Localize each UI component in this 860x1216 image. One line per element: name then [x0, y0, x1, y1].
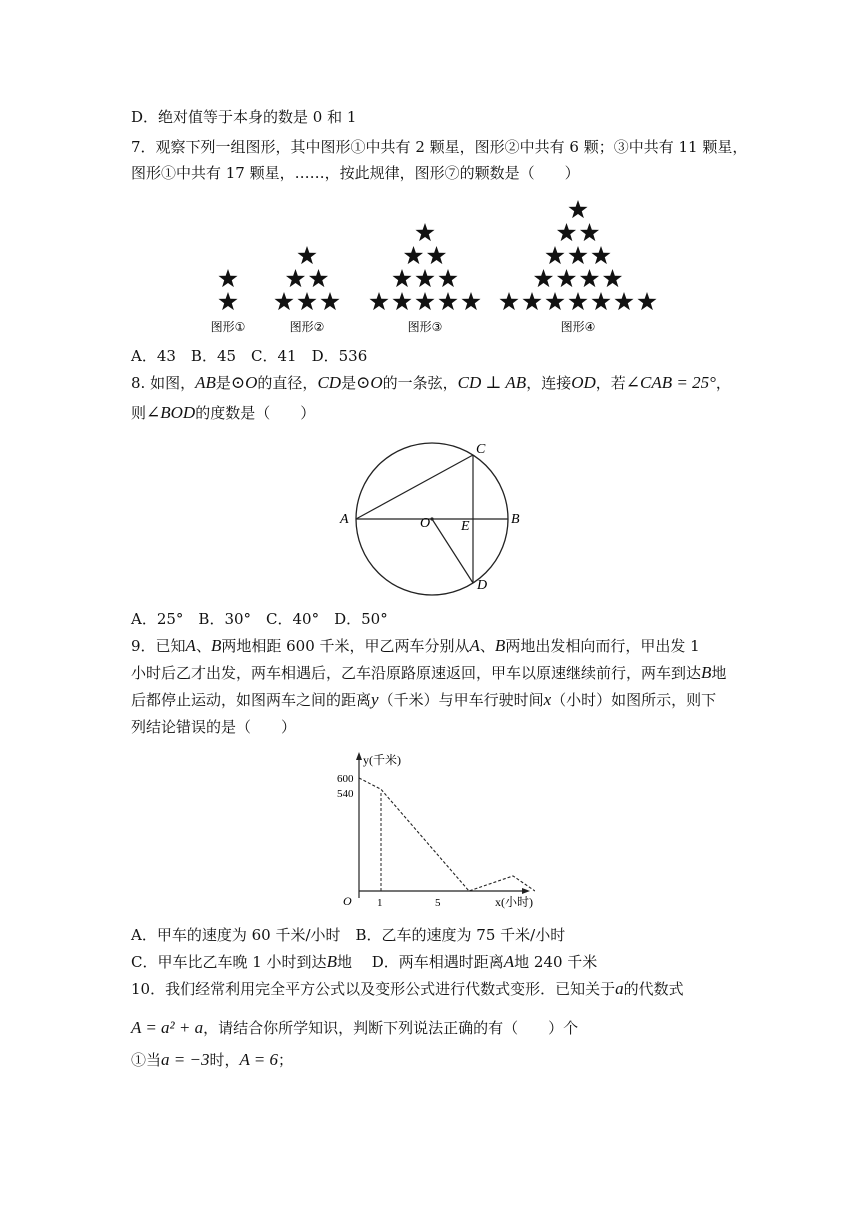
- star-icon: [274, 292, 293, 310]
- star-icon: [591, 292, 610, 310]
- star-icon: [297, 246, 316, 264]
- star-icon: [415, 269, 434, 287]
- star-icon: [218, 292, 237, 310]
- point-label-b: B: [511, 512, 520, 527]
- star-icon: [568, 246, 587, 264]
- star-icon: [568, 200, 587, 218]
- point-label-a: A: [340, 512, 349, 527]
- distance-series-line: [359, 778, 535, 891]
- y-tick-label-600: 600: [337, 773, 354, 785]
- question-9-line-1: 9．已知A、B两地相距 600 千米，甲乙两车分别从A、B两地出发相向而行，甲出发 1: [131, 636, 700, 655]
- question-8-options: A．25° B．30° C．40° D．50°: [131, 610, 388, 628]
- question-10-line-1: 10．我们经常利用完全平方公式以及变形公式进行代数式变形．已知关于a的代数式: [131, 979, 684, 998]
- star-icon: [499, 292, 518, 310]
- question-9-line-2: 小时后乙才出发，两车相遇后，乙车沿原路原速返回，甲车以原速继续前行，两车到达B地: [131, 663, 727, 682]
- question-8-line-1: 8. 如图，AB是⊙O的直径，CD是⊙O的一条弦，CD ⊥ AB，连接OD，若∠CAB = 25°，: [131, 373, 731, 392]
- star-icon: [557, 269, 576, 287]
- star-icon: [320, 292, 339, 310]
- segment-ac: [356, 455, 473, 519]
- point-label-d: D: [477, 578, 488, 593]
- question-10-line-3: ①当a = −3时，A = 6；: [131, 1050, 294, 1069]
- question-7-line-1: 7．观察下列一组图形，其中图形①中共有 2 颗星，图形②中共有 6 颗；③中共有 11 颗星，: [131, 138, 748, 156]
- star-icon: [522, 292, 541, 310]
- star-icon: [297, 292, 316, 310]
- question-9-options-ab: A．甲车的速度为 60 千米/小时 B．乙车的速度为 75 千米/小时: [131, 926, 566, 944]
- star-icon: [591, 246, 610, 264]
- star-icon: [369, 292, 388, 310]
- star-icon: [392, 292, 411, 310]
- distance-time-chart: [335, 750, 535, 910]
- question-7-options: A．43 B．45 C．41 D．536: [131, 347, 368, 365]
- star-pattern-figure: [195, 190, 675, 340]
- star-icon: [286, 269, 305, 287]
- star-icon: [218, 269, 237, 287]
- question-7-line-2: 图形①中共有 17 颗星，……，按此规律，图形⑦的颗数是（ ）: [131, 164, 580, 182]
- star-icon: [392, 269, 411, 287]
- question-9-options-cd: C．甲车比乙车晚 1 小时到达B地 D．两车相遇时距离A地 240 千米: [131, 952, 598, 971]
- star-icon: [603, 269, 622, 287]
- question-9-line-4: 列结论错误的是（ ）: [131, 718, 297, 736]
- star-icon: [614, 292, 633, 310]
- point-label-c: C: [476, 442, 486, 457]
- star-icon: [427, 246, 446, 264]
- star-icon: [580, 223, 599, 241]
- star-icon: [415, 223, 434, 241]
- star-icon: [568, 292, 587, 310]
- x-tick-label-5: 5: [435, 897, 441, 909]
- star-icon: [438, 269, 457, 287]
- star-icon: [545, 246, 564, 264]
- option-d-line: D．绝对值等于本身的数是 0 和 1: [131, 108, 357, 126]
- x-axis-label: x(小时): [495, 895, 533, 909]
- star-icon: [438, 292, 457, 310]
- star-icon: [545, 292, 564, 310]
- y-axis-label: y(千米): [363, 753, 401, 767]
- figure-label: 图形④: [560, 320, 596, 334]
- y-tick-label-540: 540: [337, 788, 354, 800]
- figure-label: 图形①: [210, 320, 246, 334]
- star-icon: [534, 269, 553, 287]
- star-icon: [309, 269, 328, 287]
- star-icon: [415, 292, 434, 310]
- point-label-o: O: [420, 516, 431, 531]
- point-label-e: E: [461, 519, 470, 534]
- star-icon: [637, 292, 656, 310]
- figure-label: 图形②: [289, 320, 325, 334]
- origin-label: O: [343, 894, 352, 908]
- x-tick-label-1: 1: [377, 897, 383, 909]
- star-icon: [404, 246, 423, 264]
- question-10-line-2: A = a² + a，请结合你所学知识，判断下列说法正确的有（ ）个: [131, 1018, 579, 1037]
- star-icon: [557, 223, 576, 241]
- question-9-line-3: 后都停止运动，如图两车之间的距离y（千米）与甲车行驶时间x（小时）如图所示，则下: [131, 690, 717, 709]
- circle-geometry-figure: [335, 433, 535, 598]
- figure-label: 图形③: [407, 320, 443, 334]
- star-icon: [580, 269, 599, 287]
- star-icon: [461, 292, 480, 310]
- question-8-line-2: 则∠BOD的度数是（ ）: [131, 403, 316, 422]
